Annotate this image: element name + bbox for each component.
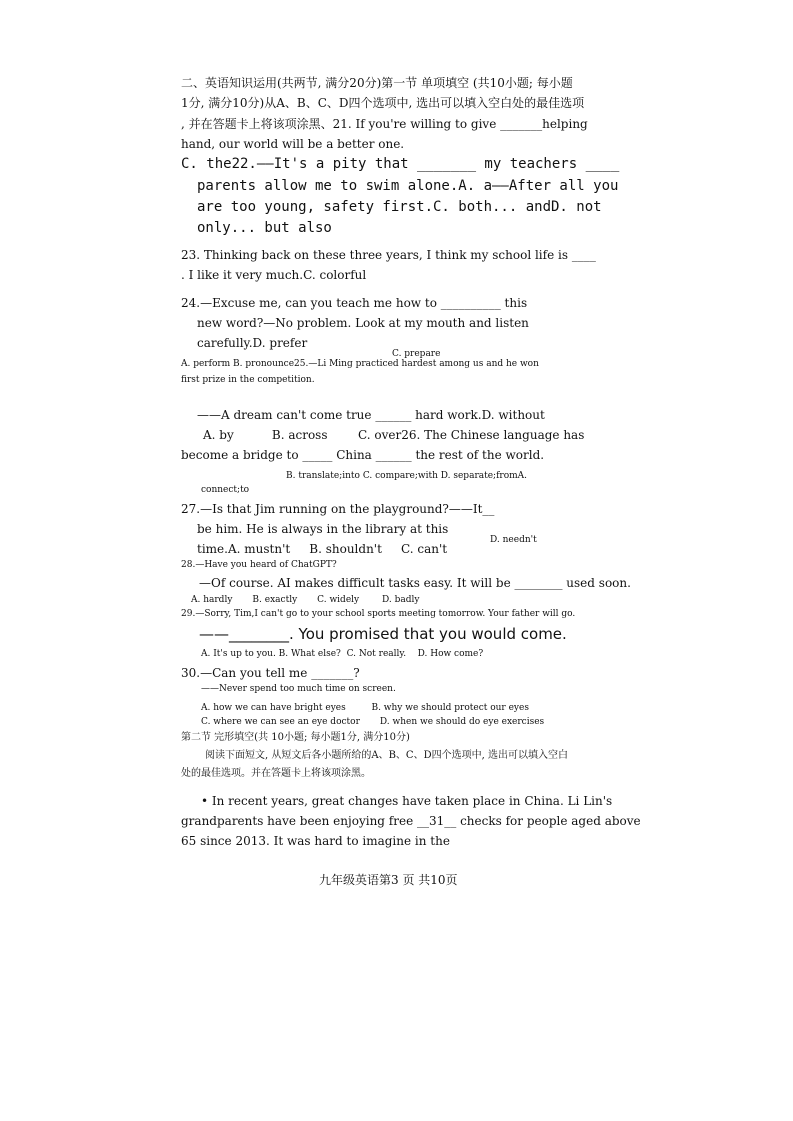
question-26-option-a: connect;to <box>201 485 250 495</box>
question-28-line: —Of course. AI makes difficult tasks easy. It will be ________ used soon. <box>199 576 631 590</box>
question-29-options: A. It's up to you. B. What else? C. Not really. D. How come? <box>201 649 484 659</box>
section-instruction-line: 1分, 满分10分)从A、B、C、D四个选项中, 选出可以填入空白处的最佳选项 <box>181 96 585 110</box>
question-30-options: A. how we can have bright eyes B. why we should protect our eyes <box>201 703 529 713</box>
question-28-line: 28.—Have you heard of ChatGPT? <box>181 560 337 570</box>
question-22-line: C. the22.——It's a pity that _______ my teachers ____ <box>181 156 620 172</box>
question-22-line: parents allow me to swim alone.A. a——After all you <box>197 178 619 194</box>
question-23-line: 23. Thinking back on these three years, I think my school life is ____ <box>181 248 596 262</box>
part-2-instruction: 处的最佳选项。并在答题卡上将该项涂黑。 <box>181 768 371 779</box>
question-29-line: ——________. You promised that you would come. <box>199 625 567 643</box>
question-24-line: new word?—No problem. Look at my mouth and listen <box>197 316 529 330</box>
part-2-instruction: 阅读下面短文, 从短文后各小题所给的A、B、C、D四个选项中, 选出可以填入空白 <box>205 750 568 761</box>
question-24-line: 24.—Excuse me, can you teach me how to __________ this <box>181 296 528 310</box>
question-27-line: 27.—Is that Jim running on the playground?——It__ <box>181 502 495 516</box>
passage-line: 65 since 2013. It was hard to imagine in the <box>181 834 450 848</box>
passage-line: grandparents have been enjoying free __31__ checks for people aged above <box>181 814 641 828</box>
question-26-options: B. translate;into C. compare;with D. separate;fromA. <box>286 471 528 481</box>
question-29-line: 29.—Sorry, Tim,I can't go to your school sports meeting tomorrow. Your father will go. <box>181 609 576 619</box>
question-25-line: ——A dream can't come true ______ hard work.D. without <box>197 408 545 422</box>
question-25-options: A. by B. across C. over26. The Chinese language has <box>203 428 585 442</box>
question-23-line: . I like it very much.C. colorful <box>181 268 367 282</box>
section-heading-line: 二、英语知识运用(共两节, 满分20分)第一节 单项填空 (共10小题; 每小题 <box>181 76 573 90</box>
page-number: 九年级英语第3 页 共10页 <box>319 873 458 887</box>
question-24-line: carefully.D. prefer <box>197 336 308 350</box>
question-26-line: become a bridge to _____ China ______ the rest of the world. <box>181 448 545 462</box>
question-27-options: time.A. mustn't B. shouldn't C. can't <box>197 542 448 556</box>
question-21-line: hand, our world will be a better one. <box>181 137 405 151</box>
question-27-line: be him. He is always in the library at this <box>197 522 449 536</box>
part-2-heading: 第二节 完形填空(共 10小题; 每小题1分, 满分10分) <box>181 732 410 743</box>
question-24-option-c: C. prepare <box>392 349 441 359</box>
question-22-line: only... but also <box>197 220 332 236</box>
question-28-options: A. hardly B. exactly C. widely D. badly <box>191 595 420 605</box>
question-21-line: , 并在答题卡上将该项涂黑、21. If you're willing to give _______helping <box>181 117 588 131</box>
question-24-options: A. perform B. pronounce25.—Li Ming practiced hardest among us and he won <box>181 359 539 369</box>
passage-line: • In recent years, great changes have taken place in China. Li Lin's <box>201 794 613 808</box>
question-30-options: C. where we can see an eye doctor D. when we should do eye exercises <box>201 717 545 727</box>
question-30-line: ——Never spend too much time on screen. <box>201 684 396 694</box>
question-27-option-d: D. needn't <box>490 535 537 545</box>
question-30-line: 30.—Can you tell me _______? <box>181 666 360 680</box>
question-25-line: first prize in the competition. <box>181 375 315 385</box>
question-22-line: are too young, safety first.C. both... andD. not <box>197 199 602 215</box>
